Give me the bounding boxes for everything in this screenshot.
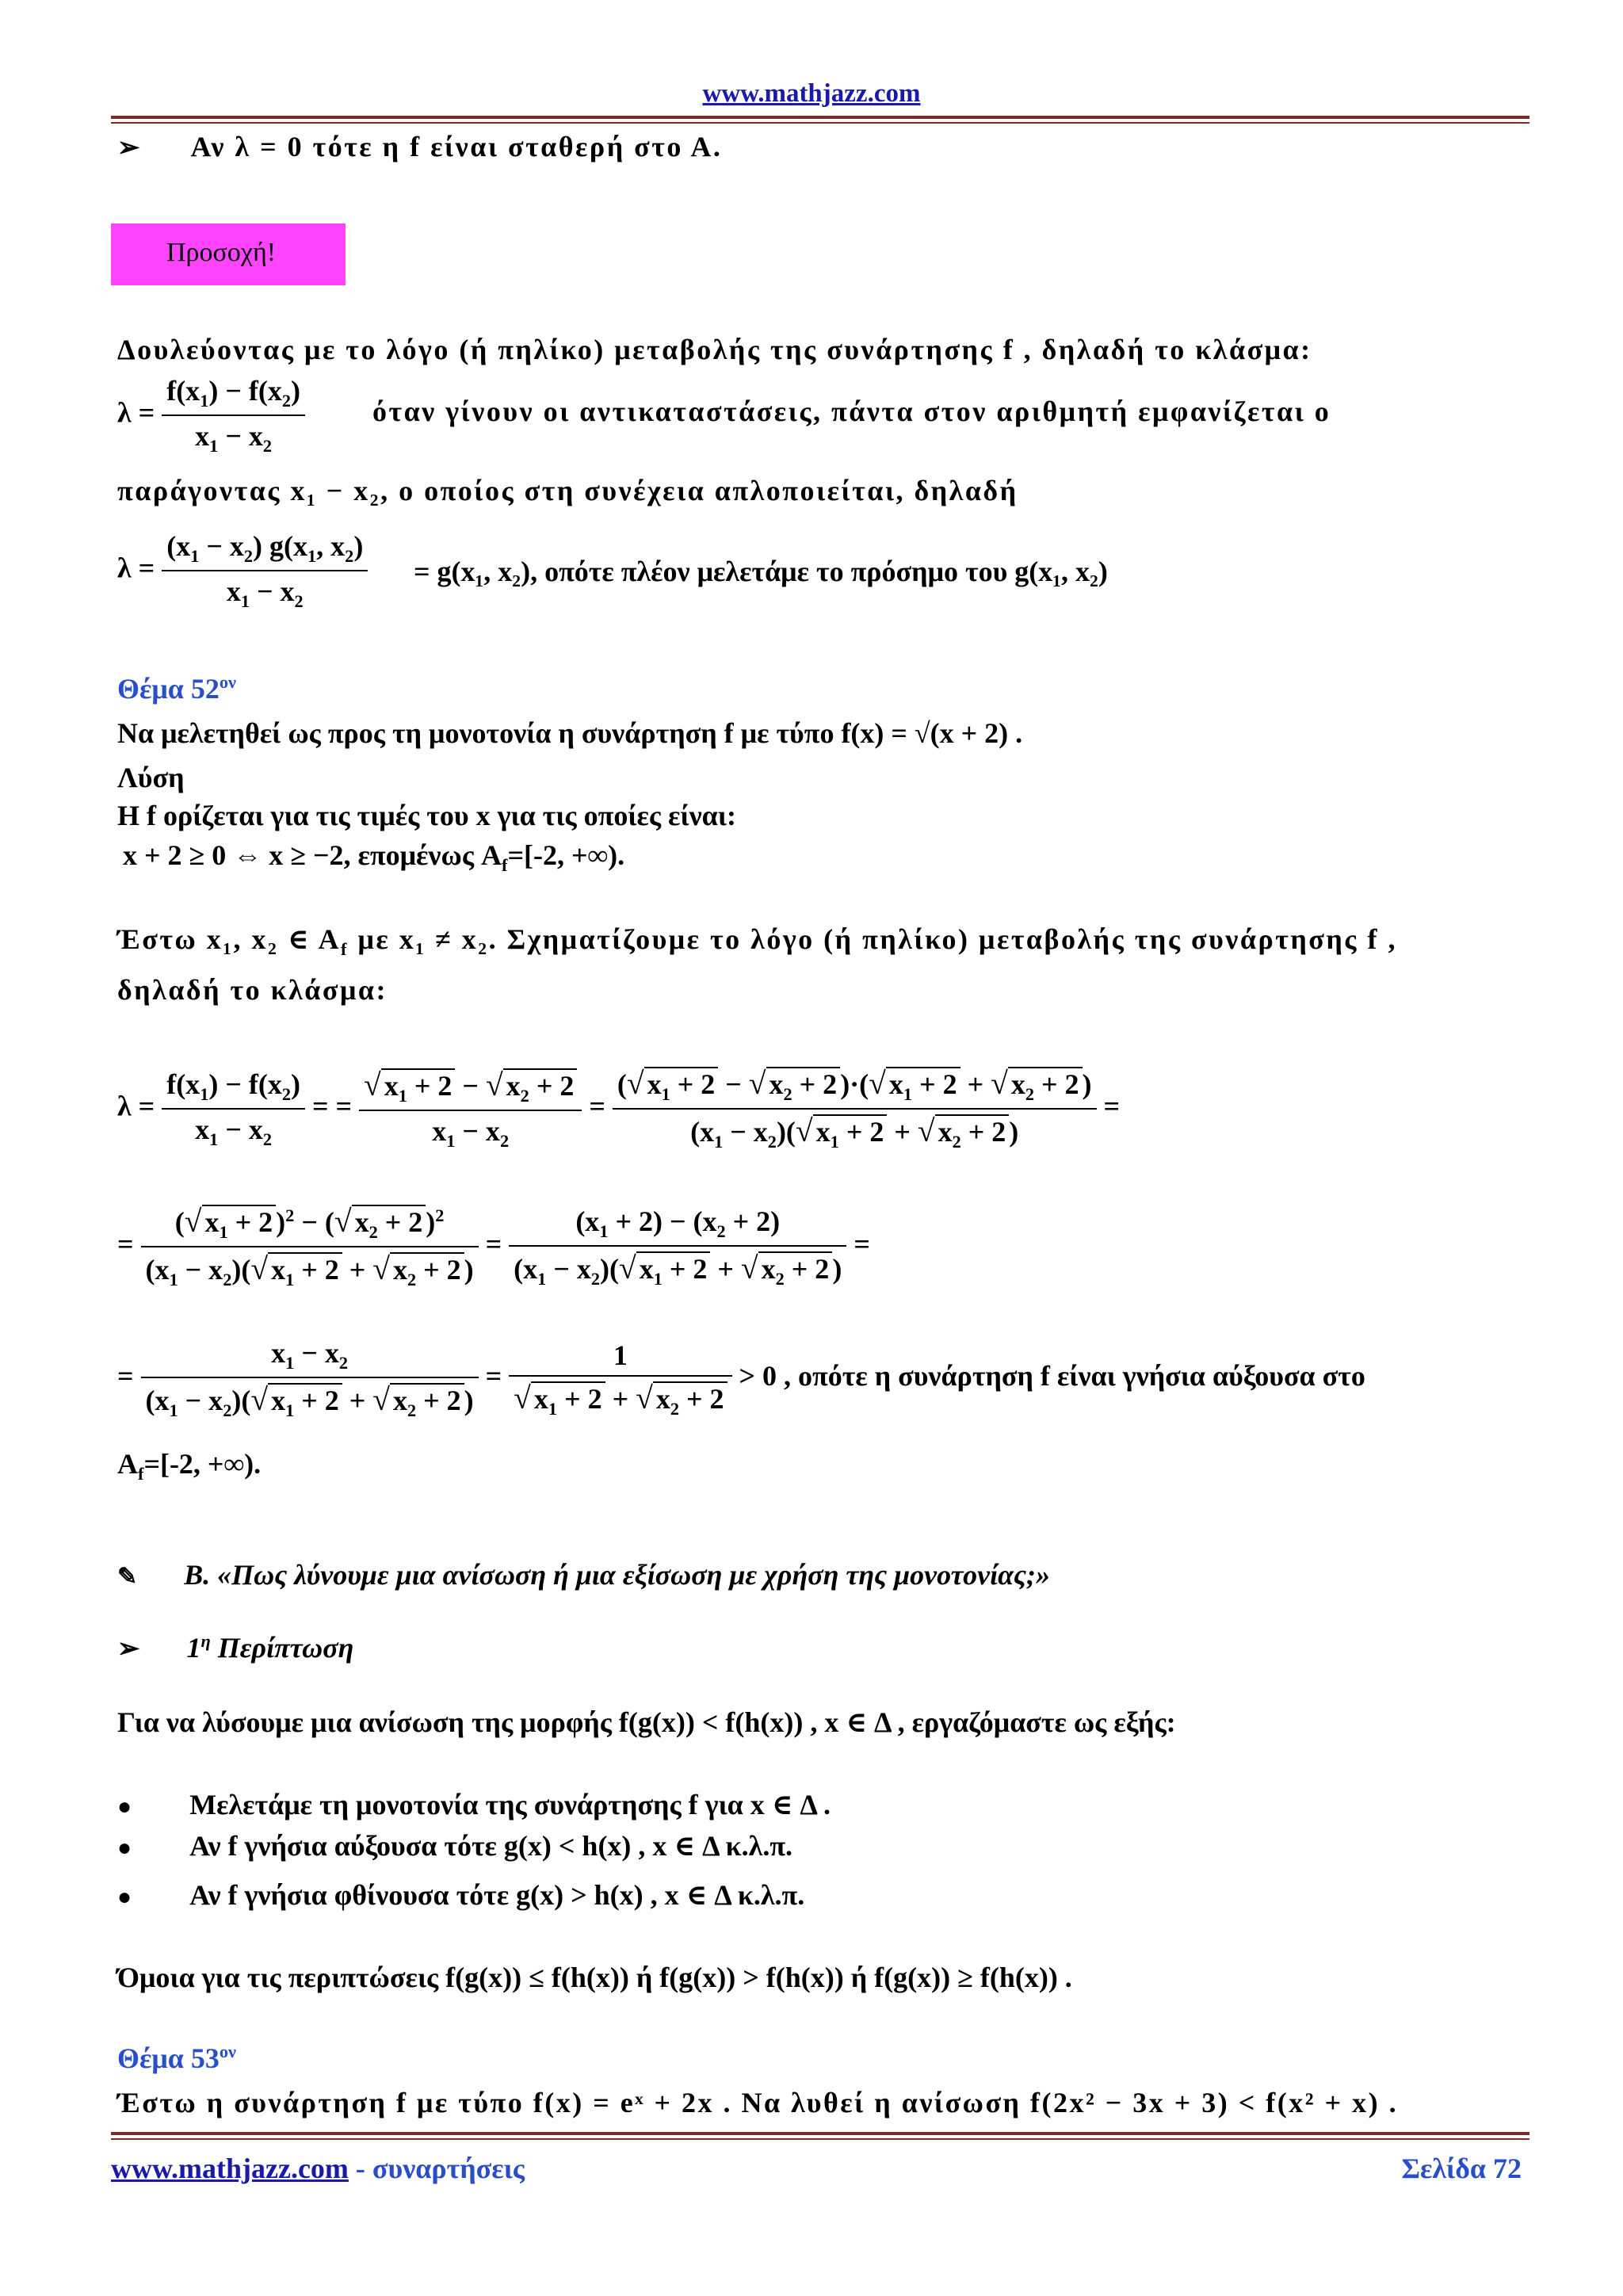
attention-label: Προσοχή! [166, 238, 277, 267]
derivation-line1: λ = $\frac{f(x_1) - f(x_2)}{x_1 - x_2}$ = = $\frac{√ x_1 + 2 - √ x_2 + 2}{x_1 - x_2}$ = $\frac{(√ x_1 + 2 - √ x_2 + 2 )\cdot(√ x_1 + 2 + √ x_2 + 2 )}{(x_1 - x_2)(√ x_1 + 2 + √ x_2 + 2 )}$ = [117, 1066, 1121, 1152]
arrow-bullet-icon: ➢ [117, 1634, 140, 1664]
theme52-title: Θέμα $52^{o\nu}$ [117, 672, 237, 705]
pencil-arrow-icon: ✎ [117, 1564, 138, 1590]
theme52-statement: Να μελετηθεί ως προς τη μονοτονία η συνάρτηση f με τύπο f(x) = √(x + 2) . [117, 717, 1023, 749]
para2: παράγοντας x₁ − x₂, ο οποίος στη συνέχεια απλοποιείται, δηλαδή [117, 475, 1018, 506]
footer: www.mathjazz.com - συναρτήσεις Σελίδα 72 [111, 2153, 1522, 2184]
footer-topic: συναρτήσεις [372, 2153, 525, 2184]
lambda-simplified-fraction: $\frac{(x_1 - x_2) g(x_1, x_2)}{x_1 - x_2}$ [162, 529, 368, 612]
domain-calc: x + 2 ≥ 0 ⇔ x ≥ −2, επομένως $A_f=[-2$, +∞). [123, 839, 625, 876]
bullet-dot-icon: ● [117, 1794, 132, 1820]
list-item: ● Αν f γνήσια αύξουσα τότε g(x) < h(x) , x ∈ Δ κ.λ.π. [117, 1830, 793, 1862]
para2-cont: = g(x₁, x₂), οπότε πλέον μελετάμε το πρόσημο του g(x₁, x₂) [414, 556, 1108, 587]
theme53-title: Θέμα $53^{o\nu}$ [117, 2042, 237, 2074]
solution-label: Λύση [117, 762, 185, 793]
list-item: ● Μελετάμε τη μονοτονία της συνάρτησης f για x ∈ Δ . [117, 1789, 831, 1820]
para1: Δουλεύοντας με το λόγο (ή πηλίκο) μεταβολής της συνάρτησης f , δηλαδή το κλάσμα: [117, 334, 1312, 365]
arrow-bullet-icon: ➢ [117, 133, 142, 162]
case1-heading: ➢ $1^\eta$ Περίπτωση [117, 1631, 354, 1664]
theme53-statement: Έστω η συνάρτηση f με τύπο f(x) = eˣ + 2x . Να λυθεί η ανίσωση f(2x² − 3x + 3) < f(x² + x) . [117, 2087, 1399, 2118]
case1-intro: Για να λύσουμε μια ανίσωση της μορφής f(g(x)) < f(h(x)) , x ∈ Δ , εργαζόμαστε ως εξής: [117, 1706, 1176, 1738]
derivation-line2: = $\frac{(√ x_1 + 2 )^2 - (√ x_2 + 2 )^2}{(x_1 - x_2)(√ x_1 + 2 + √ x_2 + 2 )}$ = $\frac{(x_1 + 2) - (x_2 + 2)}{(x_1 - x_2)(√ x_1 + 2 + √ x_2 + 2 )}$ = [117, 1204, 870, 1290]
lambda-simplified: λ = $\frac{(x_1 - x_2) g(x_1, x_2)}{x_1 - x_2}$ [117, 529, 368, 612]
page-number: Σελίδα 72 [1401, 2153, 1522, 2184]
attention-box [111, 223, 346, 285]
para1-cont: όταν γίνουν οι αντικαταστάσεις, πάντα στον αριθμητή εμφανίζεται ο [372, 395, 1331, 427]
section-b: ✎ Β. «Πως λύνουμε μια ανίσωση ή μια εξίσωση με χρήση της μονοτονίας;» [117, 1559, 1051, 1591]
footer-rule [111, 2132, 1529, 2135]
let-line2: δηλαδή το κλάσμα: [117, 974, 388, 1006]
lambda-fraction: $\frac{f(x_1) - f(x_2)}{x_1 - x_2}$ [162, 374, 305, 457]
footer-url[interactable]: www.mathjazz.com [111, 2153, 349, 2184]
bullet-dot-icon: ● [117, 1884, 132, 1910]
line-lambda-zero: ➢ Αν λ = 0 τότε η f είναι σταθερή στο Α. [117, 131, 723, 162]
list-item: ● Αν f γνήσια φθίνουσα τότε g(x) > h(x) , x ∈ Δ κ.λ.π. [117, 1879, 805, 1911]
lambda-definition: λ = $\frac{f(x_1) - f(x_2)}{x_1 - x_2}$ [117, 374, 305, 457]
footer-rule-thin [111, 2138, 1529, 2140]
domain-line: Η f ορίζεται για τις τιμές του x για τις οποίες είναι: [117, 800, 736, 831]
similar-cases: Όμοια για τις περιπτώσεις f(g(x)) ≤ f(h(x)) ή f(g(x)) > f(h(x)) ή f(g(x)) ≥ f(h(x)) . [117, 1962, 1072, 1993]
header-url[interactable]: www.mathjazz.com [702, 79, 921, 108]
derivation-line3: = $\frac{x_1 - x_2}{(x_1 - x_2)(√ x_1 + 2 + √ x_2 + 2 )}$ = $\frac{1}{√ x_1 + 2 + √ x_2 + 2}$ > 0 , οπότε η συνάρτηση f είναι γνήσια αύξουσα στο [117, 1337, 1365, 1421]
header-rule-thin [111, 122, 1529, 124]
final-domain: $A_f=[-2$, +∞). [117, 1448, 262, 1484]
let-line: Έστω x₁, x₂ ∈ $A_f$ με x₁ ≠ x₂. Σχηματίζουμε το λόγο (ή πηλίκο) μεταβολής της συνάρτησης f , [117, 923, 1397, 960]
header-rule [111, 116, 1529, 119]
bullet-dot-icon: ● [117, 1835, 132, 1861]
